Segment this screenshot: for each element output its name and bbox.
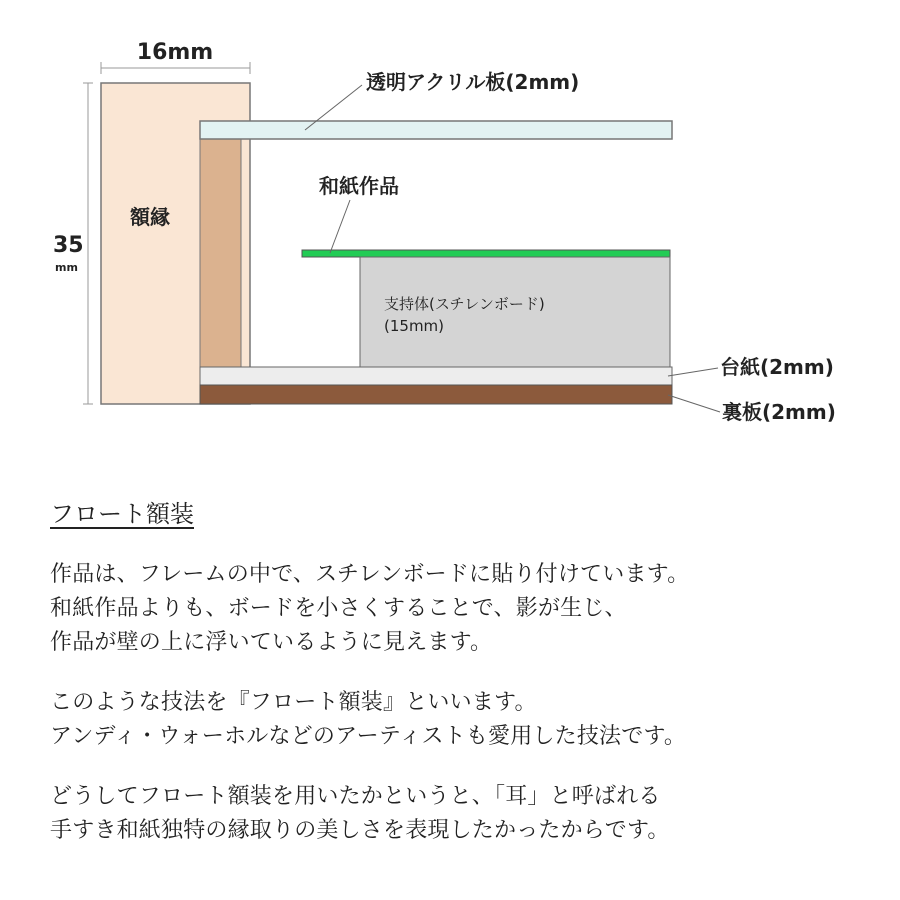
acrylic-sheet [200, 121, 672, 139]
paragraph-line: 作品は、フレームの中で、スチレンボードに貼り付けています。 [50, 562, 690, 587]
paragraph-3 [50, 780, 880, 848]
mount-label: 台紙(2mm) [720, 355, 834, 379]
backboard-leader-line [668, 395, 720, 412]
back-board [200, 385, 672, 404]
washi-label: 和紙作品 [319, 174, 399, 198]
paragraph-line: 和紙作品よりも、ボードを小さくすることで、影が生じ、 [50, 596, 627, 621]
paragraph-1 [50, 558, 880, 660]
width-dimension-label: 16mm [136, 40, 214, 65]
backboard-label: 裏板(2mm) [722, 400, 836, 424]
paragraph-line: このような技法を『フロート額装』といいます。 [50, 690, 537, 715]
washi-artwork [302, 250, 670, 257]
paragraph-line: どうしてフロート額装を用いたかというと、「耳」と呼ばれる [50, 784, 661, 809]
paragraph-line: アンディ・ウォーホルなどのアーティストも愛用した技法です。 [50, 724, 687, 749]
frame-label: 額縁 [130, 205, 170, 229]
mount-leader-line [668, 368, 718, 376]
description-section [50, 498, 880, 874]
paragraph-line: 手すき和紙独特の縁取りの美しさを表現したかったからです。 [50, 818, 670, 843]
height-dimension-unit: mm [55, 261, 78, 274]
frame-inner-rabbet [200, 139, 241, 367]
acrylic-label: 透明アクリル板(2mm) [366, 70, 580, 94]
support-label-line1: 支持体(スチレンボード) [384, 295, 545, 313]
washi-leader-line [330, 200, 350, 253]
section-heading: フロート額装 [50, 500, 194, 528]
support-label-line2: (15mm) [384, 317, 445, 335]
mount-board [200, 367, 672, 385]
paragraph-line: 作品が壁の上に浮いているように見えます。 [50, 630, 493, 655]
paragraph-2 [50, 686, 880, 754]
height-dimension-value: 35 [53, 233, 84, 258]
